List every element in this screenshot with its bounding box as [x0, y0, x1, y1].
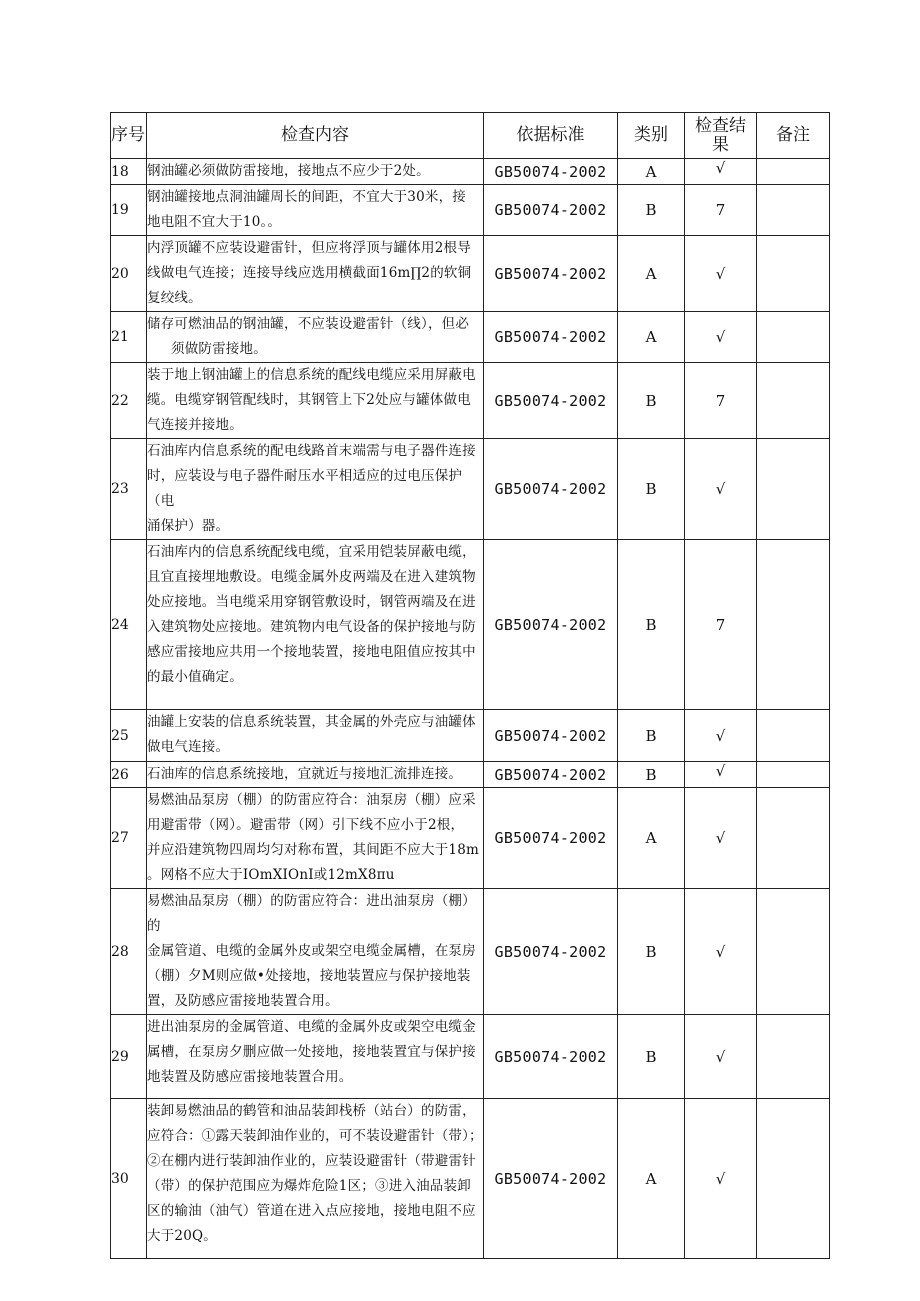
row-category: A — [618, 788, 685, 889]
content-line: 区的输油（油气）管道在进入点应接地，接地电阻不应 — [147, 1203, 476, 1219]
row-standard: GB50074-2002 — [484, 159, 618, 185]
content-line: 的最小值确定。 — [147, 669, 243, 685]
row-result: √ — [685, 762, 757, 788]
row-category: A — [618, 1099, 685, 1259]
content-line: 应符合：①露天装卸油作业的，可不装设避雷针（带）； — [147, 1128, 483, 1144]
table-row — [111, 762, 830, 788]
row-result: 7 — [685, 363, 757, 439]
row-remark — [757, 1015, 830, 1099]
row-serial-number: 23 — [111, 439, 147, 540]
content-line: 入建筑物处应接地。建筑物内电气设备的保护接地与防 — [147, 619, 476, 635]
row-inspection-content — [147, 312, 484, 363]
row-result: 7 — [685, 185, 757, 236]
table-row — [111, 540, 830, 710]
row-remark — [757, 159, 830, 185]
row-remark — [757, 1099, 830, 1259]
content-line: 处应接地。当电缆采用穿钢管敷设时，钢管两端及在进 — [147, 594, 476, 610]
content-line: 属槽，在泵房夕删应做一处接地，接地装置宜与保护接 — [147, 1044, 476, 1060]
row-result: √ — [685, 1099, 757, 1259]
row-serial-number: 22 — [111, 363, 147, 439]
row-inspection-content — [147, 439, 484, 540]
row-category: A — [618, 236, 685, 312]
content-line: 石油库的信息系统接地，宜就近与接地汇流排连接。 — [147, 766, 463, 782]
content-line: 易燃油品泵房（棚）的防雷应符合：进出油泵房（棚）的 — [147, 893, 476, 934]
row-category: A — [618, 312, 685, 363]
content-line: 用避雷带（网）。避雷带（网）引下线不应小于2根， — [147, 817, 465, 833]
row-category: B — [618, 363, 685, 439]
content-line: 石油库内的信息系统配线电缆，宜采用铠装屏蔽电缆， — [147, 544, 476, 560]
row-category: B — [618, 1015, 685, 1099]
row-remark — [757, 762, 830, 788]
content-line: 气连接并接地。 — [147, 417, 243, 433]
row-category: B — [618, 762, 685, 788]
row-remark — [757, 710, 830, 762]
row-standard: GB50074-2002 — [484, 312, 618, 363]
table-row — [111, 439, 830, 540]
row-standard: GB50074-2002 — [484, 236, 618, 312]
row-standard: GB50074-2002 — [484, 540, 618, 710]
table-row — [111, 1015, 830, 1099]
content-line: 感应雷接地应共用一个接地装置，接地电阻值应按其中 — [147, 644, 476, 660]
row-inspection-content — [147, 363, 484, 439]
row-serial-number: 19 — [111, 185, 147, 236]
table-row — [111, 889, 830, 1015]
row-standard: GB50074-2002 — [484, 363, 618, 439]
row-result: √ — [685, 1015, 757, 1099]
row-serial-number: 25 — [111, 710, 147, 762]
row-result: √ — [685, 236, 757, 312]
row-result: √ — [685, 439, 757, 540]
content-line: 进出油泵房的金属管道、电缆的金属外皮或架空电缆金 — [147, 1019, 476, 1035]
row-inspection-content — [147, 788, 484, 889]
row-inspection-content — [147, 1015, 484, 1099]
table-row — [111, 788, 830, 889]
row-inspection-content — [147, 185, 484, 236]
content-line: 线做电气连接；连接导线应选用横截面16m∏2的软铜 — [147, 265, 472, 281]
content-line: 内浮顶罐不应装设避雷针，但应将浮顶与罐体用2根导 — [147, 240, 471, 256]
content-line: （棚）夕M则应做•处接地，接地装置应与保护接地装 — [147, 968, 471, 984]
row-serial-number: 28 — [111, 889, 147, 1015]
header-row — [111, 113, 830, 159]
row-result: √ — [685, 710, 757, 762]
row-result: √ — [685, 889, 757, 1015]
row-result: √ — [685, 159, 757, 185]
row-standard: GB50074-2002 — [484, 185, 618, 236]
header-serial-number-text: 序号 — [111, 125, 145, 145]
content-line: （带）的保护范围应为爆炸危险1区；③进入油品装卸 — [147, 1178, 471, 1194]
content-line: 装于地上钢油罐上的信息系统的配线电缆应采用屏蔽电 — [147, 367, 476, 383]
row-serial-number: 26 — [111, 762, 147, 788]
content-line: ②在棚内进行装卸油作业的，应装设避雷针（带避雷针 — [147, 1153, 476, 1169]
row-remark — [757, 312, 830, 363]
content-line: 石油库内信息系统的配电线路首末端需与电子器件连接 — [147, 443, 476, 459]
content-line: 大于20Q。 — [147, 1228, 217, 1244]
row-serial-number: 29 — [111, 1015, 147, 1099]
content-line: 时，应装设与电子器件耐压水平相适应的过电压保护（电 — [147, 468, 463, 509]
content-line: 做电气连接。 — [147, 739, 230, 755]
table-row — [111, 1099, 830, 1259]
content-line: 金属管道、电缆的金属外皮或架空电缆金属槽，在泵房 — [147, 943, 476, 959]
table-row — [111, 185, 830, 236]
row-serial-number: 20 — [111, 236, 147, 312]
row-inspection-content — [147, 710, 484, 762]
content-line: 易燃油品泵房（棚）的防雷应符合：油泵房（棚）应采 — [147, 792, 476, 808]
content-line: 地电阻不宜大于10。。 — [147, 214, 282, 230]
row-category: B — [618, 185, 685, 236]
row-remark — [757, 889, 830, 1015]
row-category: B — [618, 889, 685, 1015]
header-category: 类别 — [618, 113, 685, 159]
content-line: 复绞线。 — [147, 290, 202, 306]
row-standard: GB50074-2002 — [484, 762, 618, 788]
row-inspection-content — [147, 1099, 484, 1259]
table-row — [111, 710, 830, 762]
row-serial-number: 27 — [111, 788, 147, 889]
row-standard: GB50074-2002 — [484, 1099, 618, 1259]
row-serial-number: 18 — [111, 159, 147, 185]
header-remark: 备注 — [757, 113, 830, 159]
row-inspection-content — [147, 159, 484, 185]
row-inspection-content — [147, 762, 484, 788]
content-line: 地装置及防感应雷接地装置合用。 — [147, 1069, 353, 1085]
row-category: B — [618, 439, 685, 540]
row-remark — [757, 236, 830, 312]
content-line: 且宜直接埋地敷设。电缆金属外皮两端及在进入建筑物 — [147, 569, 476, 585]
table-row — [111, 159, 830, 185]
row-standard: GB50074-2002 — [484, 788, 618, 889]
content-line: 。网格不应大于IOmXIOnI或12mX8πu — [147, 867, 395, 883]
content-line: 储存可燃油品的钢油罐，不应装设避雷针（线），但必 — [147, 316, 470, 332]
row-inspection-content — [147, 540, 484, 710]
header-result-text: 检查结果 — [695, 115, 746, 155]
row-remark — [757, 540, 830, 710]
content-line: 涌保护）器。 — [147, 518, 230, 534]
row-standard: GB50074-2002 — [484, 1015, 618, 1099]
table-body — [111, 159, 830, 1259]
content-line: 钢油罐接地点洞油罐周长的间距，不宜大于30米，接 — [147, 189, 466, 205]
row-standard: GB50074-2002 — [484, 889, 618, 1015]
row-category: A — [618, 159, 685, 185]
content-line: 置，及防感应雷接地装置合用。 — [147, 993, 339, 1009]
row-standard: GB50074-2002 — [484, 439, 618, 540]
content-line: 并应沿建筑物四周均匀对称布置，其间距不应大于18m — [147, 842, 479, 858]
row-remark — [757, 788, 830, 889]
row-remark — [757, 363, 830, 439]
row-serial-number: 30 — [111, 1099, 147, 1259]
content-line: 缆。电缆穿钢管配线时，其钢管上下2处应与罐体做电 — [147, 392, 471, 408]
row-inspection-content — [147, 889, 484, 1015]
content-line: 须做防雷接地。 — [171, 341, 267, 357]
row-result: √ — [685, 788, 757, 889]
header-result — [685, 113, 757, 159]
content-line: 油罐上安装的信息系统装置，其金属的外壳应与油罐体 — [147, 714, 476, 730]
inspection-table — [110, 112, 830, 1259]
table-row — [111, 312, 830, 363]
row-category: B — [618, 710, 685, 762]
row-result: √ — [685, 312, 757, 363]
row-remark — [757, 185, 830, 236]
header-inspection-content: 检查内容 — [147, 113, 484, 159]
table-row — [111, 363, 830, 439]
row-result: 7 — [685, 540, 757, 710]
row-serial-number: 21 — [111, 312, 147, 363]
content-line: 钢油罐必须做防雷接地，接地点不应少于2处。 — [147, 163, 430, 179]
table-row — [111, 236, 830, 312]
row-inspection-content — [147, 236, 484, 312]
row-category: B — [618, 540, 685, 710]
content-line: 装卸易燃油品的鹤管和油品装卸栈桥（站台）的防雷， — [147, 1103, 476, 1119]
row-standard: GB50074-2002 — [484, 710, 618, 762]
header-serial-number — [111, 113, 147, 159]
row-serial-number: 24 — [111, 540, 147, 710]
header-standard: 依据标准 — [484, 113, 618, 159]
row-remark — [757, 439, 830, 540]
